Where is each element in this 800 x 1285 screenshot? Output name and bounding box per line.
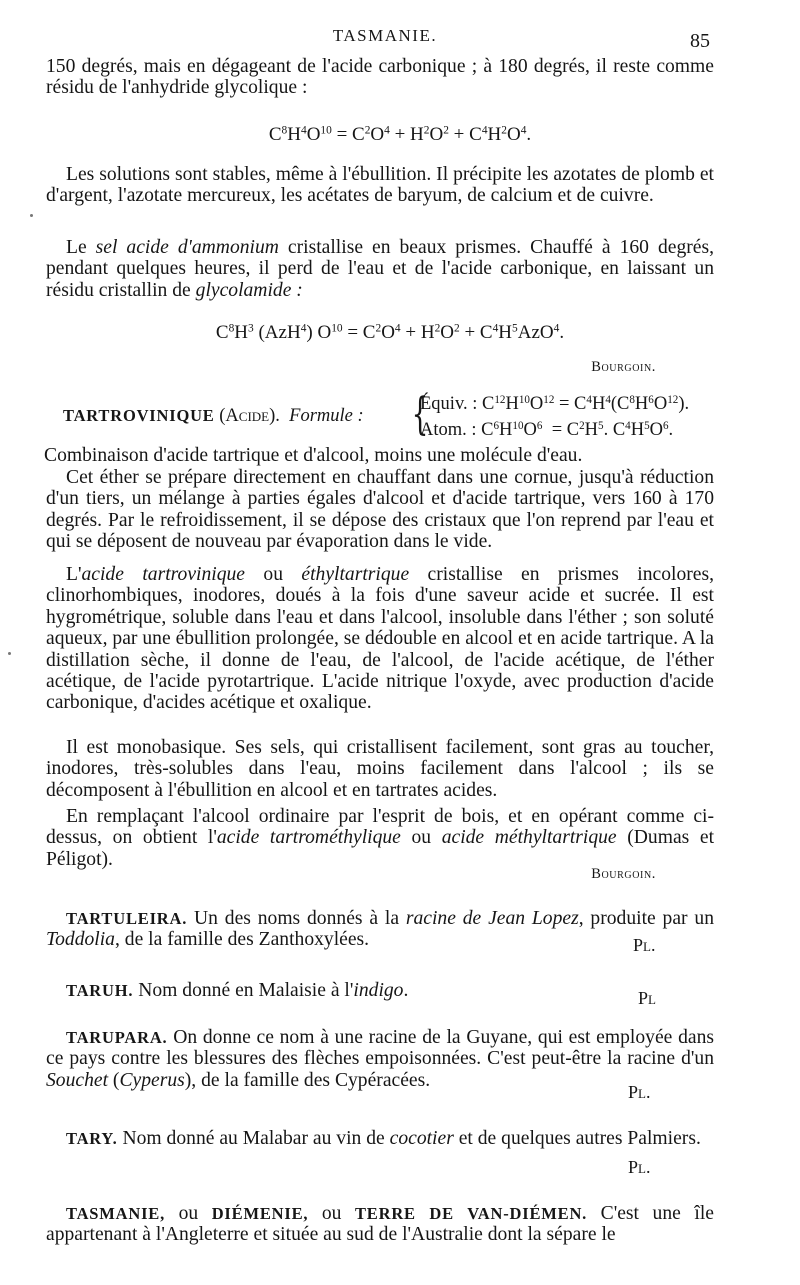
scan-speck	[8, 652, 11, 655]
formula-anhydride: $C^8H^4O^{10} = C^2O^4 + H^2O^2 + C^4H^2O^4$.	[268, 124, 532, 145]
signature-tarupara: Pl.	[628, 1082, 651, 1102]
glycolique-paragraph-3: Le sel acide d'ammonium cristallise en beaux prismes. Chauffé à 160 degrés, pendant quelques heures, il perd de l'eau et de l'acide carbonique, en laissant un résidu cristallin de glycolamide :	[46, 237, 714, 301]
formula-glycolamide: $C^8H^3$ (AzH$^4$) $O^{10} = C^2O^4 + H^2O^2 + C^4H^5AzO^4$.	[215, 322, 565, 343]
tartrovinique-entry-header	[63, 389, 743, 446]
page-number: 85	[690, 30, 710, 52]
tasmanie-ou-1: ou	[178, 1203, 199, 1224]
signature-tartuleira: Pl.	[633, 935, 656, 955]
tartrovinique-paragraph-4: Il est monobasique. Ses sels, qui cristallisent facilement, sont gras au toucher, inodores, très-solubles dans l'eau, moins facilement dans l'alcool ; ils se décomposent à l'ébullition en alcool et en tartrates acides.	[46, 737, 714, 801]
entry-taruh	[46, 980, 714, 1001]
headword-tasmanie: TASMANIE,	[66, 1204, 166, 1223]
running-head: TASMANIE.	[332, 26, 438, 45]
qualifier-acide: (Acide).	[219, 406, 280, 426]
glycolique-paragraph-1: 150 degrés, mais en dégageant de l'acide carbonique ; à 180 degrés, il reste comme résidu de l'anhydride glycolique :	[46, 56, 714, 99]
headword-tartuleira: TARTULEIRA.	[66, 909, 188, 928]
formula-equiv: Équiv. : $C^{12}H^{10}O^{12} = C^4H^4(C^8H^6O^{12})$.	[420, 393, 690, 414]
tasmanie-ou-2: ou	[321, 1203, 342, 1224]
signature-taruh: Pl	[638, 988, 656, 1008]
formule-label: Formule :	[289, 406, 364, 426]
entry-tarupara	[46, 1027, 714, 1091]
entry-tartuleira	[46, 908, 714, 951]
headword-tarupara: TARUPARA.	[66, 1028, 168, 1047]
headword-taruh: TARUH.	[66, 981, 134, 1000]
tartrovinique-paragraph-5: En remplaçant l'alcool ordinaire par l'esprit de bois, et en opérant comme ci-dessus, on obtient l'acide tartrométhylique ou acide méthyltartrique (Dumas et Péligot).	[46, 806, 715, 870]
signature-tartrovinique: Bourgoin.	[591, 866, 656, 882]
headword-tartrovinique: TARTROVINIQUE	[63, 406, 215, 425]
signature-tary: Pl.	[628, 1157, 651, 1177]
tartrovinique-paragraph-1: Combinaison d'acide tartrique et d'alcool, moins une molécule d'eau.	[44, 445, 583, 466]
glycolique-paragraph-2: Les solutions sont stables, même à l'ébullition. Il précipite les azotates de plomb et d'argent, l'azotate mercureux, les acétates de baryum, de calcium et de cuivre.	[46, 164, 714, 207]
tary-text: Nom donné au Malabar au vin de cocotier et de quelques autres Palmiers.	[122, 1128, 701, 1149]
tartrovinique-paragraph-2: Cet éther se prépare directement en chauffant dans une cornue, jusqu'à réduction d'un tiers, un mélange à parties égales d'alcool et d'acide tartrique, vers 160 à 170 degrés. Par le refroidissement, il se dépose des cristaux que l'on reprend par l'eau et qui se déposent de nouveau par évaporation dans le vide.	[46, 467, 714, 553]
entry-tasmanie	[46, 1203, 714, 1246]
headword-diemenie: DIÉMENIE,	[211, 1204, 309, 1223]
tartrovinique-paragraph-3: L'acide tartrovinique ou éthyltartrique cristallise en prismes incolores, clinorhombiques, inodores, doués à la fois d'une saveur acide et sucrée. Il est hygrométrique, soluble dans l'eau et dans l'alcool, insoluble dans l'éther ; son soluté aqueux, par une ébullition prolongée, se dédouble en alcool et en acide tartrique. A la distillation sèche, il donne de l'eau, de l'alcool, de l'acide acétique, de l'éther acétique, de l'acide pyrotartrique. L'acide nitrique l'oxyde, avec production d'acide carbonique, d'acides acétique et oxalique.	[46, 564, 714, 714]
formula-atom: Atom. : $C^6H^{10}O^6 = C^2H^5$. $C^4H^5O^6$.	[420, 419, 674, 440]
entry-tary	[46, 1128, 714, 1149]
brace-glyph: {	[411, 389, 429, 440]
tasmanie-text: C'est une île appartenant à l'Angleterre et située au sud de l'Australie dont la sépare le	[46, 1203, 714, 1246]
headword-terre-de-van-diemen: TERRE DE VAN-DIÉMEN.	[355, 1204, 588, 1223]
signature-glycolique: Bourgoin.	[591, 359, 656, 375]
tarupara-text: On donne ce nom à une racine de la Guyane, qui est employée dans ce pays contre les blessures des flèches empoisonnées. C'est peut-être la racine d'un Souchet (Cyperus), de la famille des Cypéracées.	[46, 1027, 714, 1091]
tartuleira-text: Un des noms donnés à la racine de Jean Lopez, produite par un Toddolia, de la famille des Zanthoxylées.	[46, 908, 715, 951]
taruh-text: Nom donné en Malaisie à l'indigo.	[138, 980, 409, 1001]
headword-tary: TARY.	[66, 1129, 118, 1148]
scan-speck	[30, 214, 33, 217]
